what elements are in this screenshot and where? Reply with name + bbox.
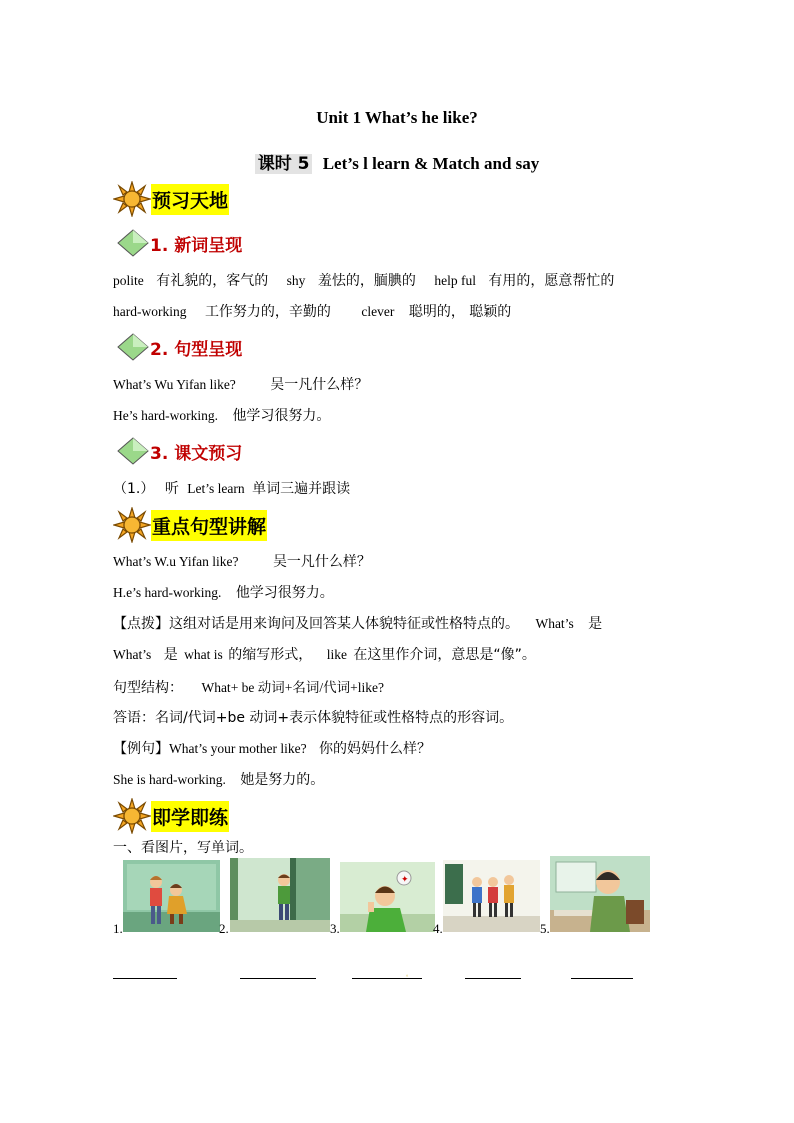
sentence-zh: 他学习很努力。 <box>235 585 334 601</box>
diamond-icon <box>116 228 150 258</box>
tip-text-en: like <box>326 647 347 662</box>
section-practice-heading <box>113 798 229 834</box>
task-text-en: Let’s learn <box>187 481 245 496</box>
tip-label: 【点拨】 <box>113 616 169 632</box>
sentence-zh: 她是努力的。 <box>240 772 325 788</box>
sentence-en: What’s W.u Yifan like? <box>113 554 239 569</box>
vocab-zh: 工作努力的，辛勤的 <box>204 304 331 320</box>
sentence-line <box>113 582 334 602</box>
diamond-icon <box>116 436 150 466</box>
picture-number: 5. <box>540 921 550 936</box>
part-new-words-heading <box>116 228 242 258</box>
vocab-en: polite <box>113 273 144 288</box>
answer-blank[interactable] <box>240 978 316 979</box>
sentence-en: What’s Wu Yifan like? <box>113 377 236 392</box>
section-preview-title: 预习天地 <box>151 184 229 215</box>
tip-text: 的缩写形式， <box>228 647 313 663</box>
sentence-line <box>113 405 330 425</box>
task-number: （1.） <box>113 481 155 497</box>
part-sentences-heading <box>116 332 242 362</box>
vocab-zh: 聪明的， 聪颖的 <box>408 304 512 320</box>
section-practice-title: 即学即练 <box>151 801 229 832</box>
sun-icon <box>113 181 151 217</box>
part-text-preview-heading <box>116 436 242 466</box>
task-text: 单词三遍并跟读 <box>252 481 351 497</box>
part-new-words-title: 1. 新词呈现 <box>150 235 243 256</box>
sentence-en: She is hard-working. <box>113 772 226 787</box>
part-text-preview-title: 3. 课文预习 <box>150 443 243 464</box>
sentence-zh: 他学习很努力。 <box>232 408 331 424</box>
example-line <box>113 738 431 758</box>
example-en: What’s your mother like? <box>169 741 307 756</box>
vocab-zh: 羞怯的，腼腆的 <box>317 273 416 289</box>
structure-line <box>113 676 384 697</box>
exercise-instruction: 一、看图片，写单词。 <box>113 840 253 856</box>
part-sentences-title: 2. 句型呈现 <box>150 339 243 360</box>
vocab-zh: 有礼貌的，客气的 <box>156 273 269 289</box>
sentence-line <box>113 769 324 789</box>
picture-number: 2. <box>219 921 229 936</box>
diamond-icon <box>116 332 150 362</box>
example-zh: 你的妈妈什么样？ <box>319 741 432 757</box>
page-title: Unit 1 What’s he like? <box>316 108 478 127</box>
example-label: 【例句】 <box>113 741 169 757</box>
tip-line <box>113 613 602 633</box>
vocab-zh: 有用的，愿意帮忙的 <box>488 273 615 289</box>
sentence-line <box>113 551 371 571</box>
tip-text-en: what is <box>184 647 223 662</box>
answer-text: 答语：名词/代词+be 动词+表示体貌特征或性格特点的形容词。 <box>113 710 514 726</box>
tip-text: 在这里作介词，意思是“像”。 <box>353 647 536 663</box>
vocab-en: hard-working <box>113 304 187 319</box>
task-text: 听 <box>164 481 179 497</box>
structure-text: What+ be 动词+名词/代词+like? <box>201 680 385 695</box>
lesson-topic: Let’s l learn & Match and say <box>322 154 540 173</box>
picture-hardworking-kids <box>443 860 540 932</box>
sentence-zh: 吴一凡什么样？ <box>270 377 369 393</box>
picture-shy-boy <box>230 858 330 932</box>
structure-label: 句型结构： <box>113 680 183 696</box>
sentence-en: He’s hard-working. <box>113 408 218 423</box>
vocab-row-2 <box>113 301 511 321</box>
picture-number: 3. <box>330 921 340 936</box>
vocab-en: clever <box>361 304 395 319</box>
tip-text: 是 <box>588 616 603 632</box>
tip-text: 这组对话是用来询问及回答某人体貌特征或性格特点的。 <box>169 616 519 632</box>
tip-text-en: What’s <box>113 647 152 662</box>
sun-icon <box>113 507 151 543</box>
vocab-row-1 <box>113 270 614 290</box>
answer-blank[interactable] <box>571 978 633 979</box>
sentence-zh: 吴一凡什么样？ <box>272 554 371 570</box>
stray-dot: 。 <box>406 971 413 978</box>
section-key-sentences-heading <box>113 507 267 543</box>
lesson-number: 课时 5 <box>255 154 313 174</box>
vocab-en: shy <box>286 273 306 288</box>
answer-blank[interactable] <box>113 978 177 979</box>
picture-polite-kids <box>123 860 220 932</box>
tip-text: 是 <box>163 647 178 663</box>
sun-icon <box>113 798 151 834</box>
svg-text:✦: ✦ <box>401 875 409 885</box>
picture-number: 4. <box>433 921 443 936</box>
answer-blank[interactable] <box>465 978 521 979</box>
tip-line-2 <box>113 644 536 664</box>
picture-number: 1. <box>113 921 123 936</box>
tip-text-en: What’s <box>535 616 574 631</box>
answer-blank[interactable] <box>352 978 422 979</box>
lesson-subtitle <box>0 149 794 174</box>
preview-task <box>113 478 350 498</box>
sentence-line <box>113 374 368 394</box>
sentence-en: H.e’s hard-working. <box>113 585 222 600</box>
answer-line <box>113 707 513 727</box>
vocab-en: help ful <box>434 273 476 288</box>
picture-clever-boy <box>340 862 435 932</box>
section-preview-heading <box>113 181 229 217</box>
picture-studying-boy <box>550 856 650 932</box>
section-key-sentences-title: 重点句型讲解 <box>151 510 267 541</box>
